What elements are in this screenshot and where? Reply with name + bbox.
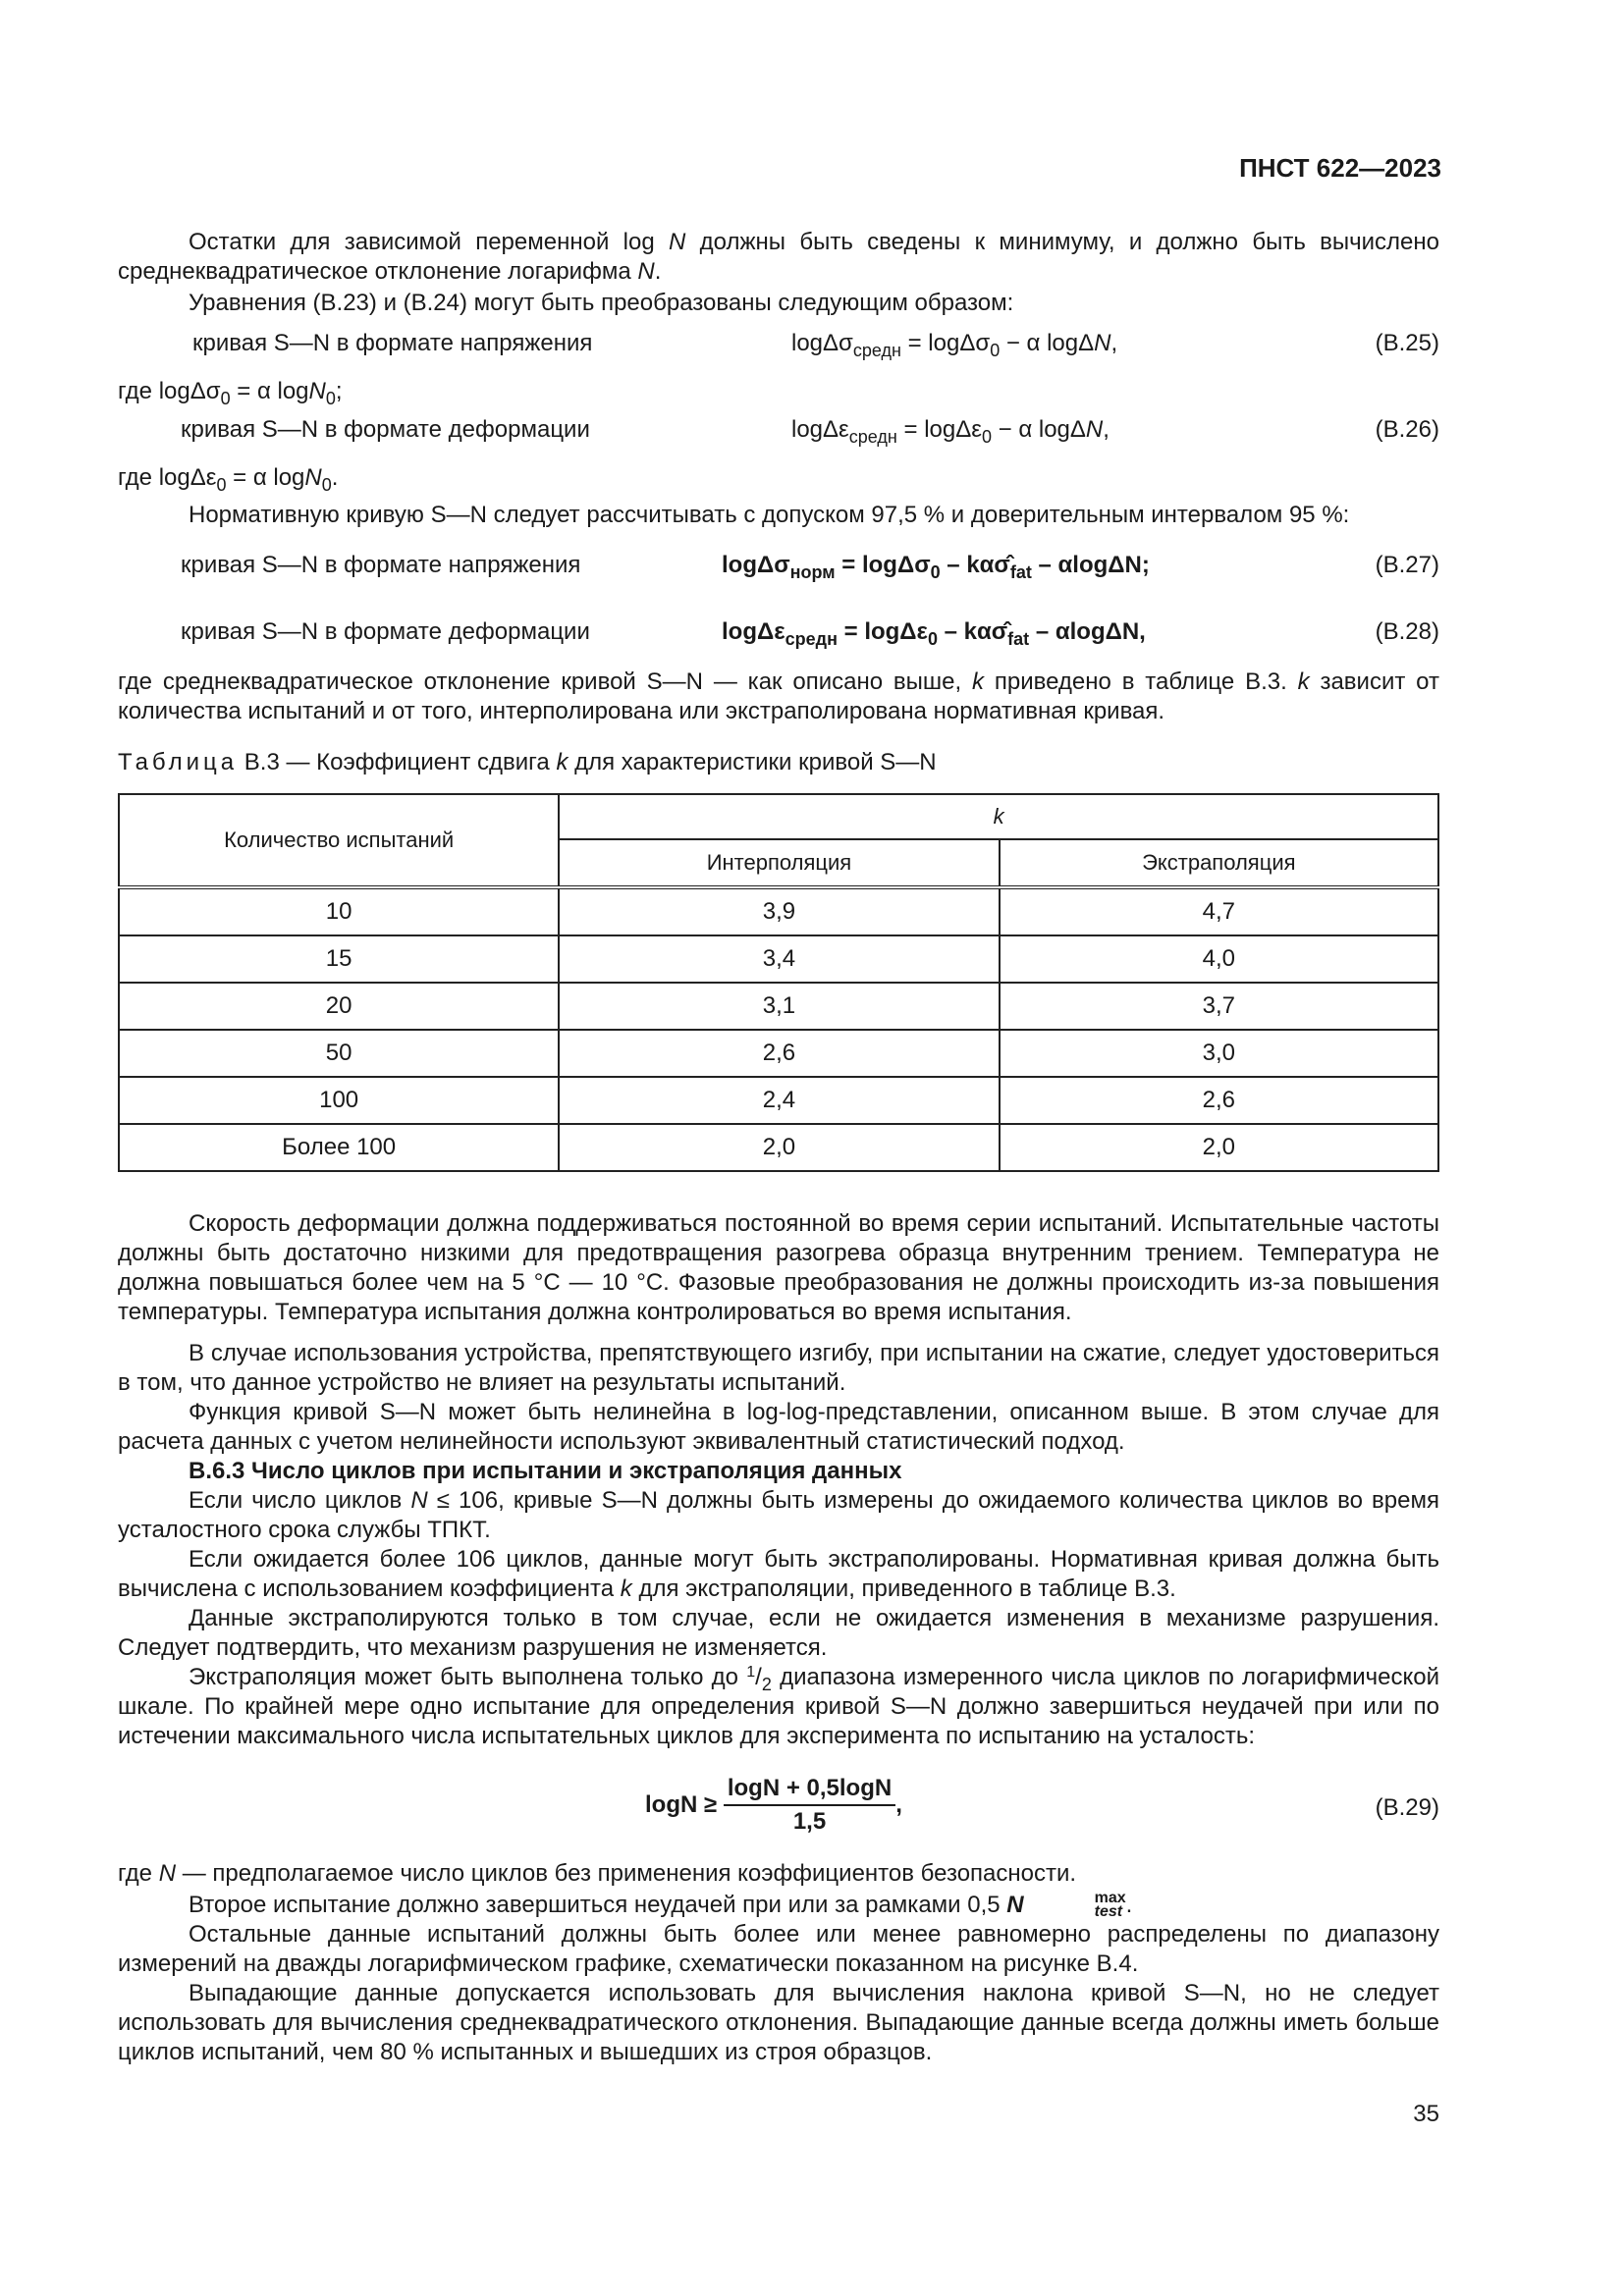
paragraph-anti-buckling: В случае использования устройства, препятствующего изгибу, при испытании на сжатие, следует удостовериться в том, что данное устройство не влияет на результаты испытаний. [118,1340,1439,1396]
equation-b29 [118,1775,1439,1843]
paragraph-extrapolation-condition: Данные экстраполируются только в том случае, если не ожидается изменения в механизме разрушения. Следует подтвердить, что механизм разрушения не изменяется. [118,1605,1439,1661]
equation-number: (B.25) [1375,330,1439,356]
table-row [119,983,1438,1030]
cell-extrapolation: 2,0 [1000,1124,1438,1171]
equation-number: (B.26) [1375,416,1439,443]
where-clause-b26: где logΔε$_0$ = α logN$_0$. [118,464,339,495]
equation-formula: logΔε$_{средн}$ = logΔε$_0$ − α logΔN, [791,416,1110,447]
table-row [119,1030,1438,1077]
table-row [119,935,1438,983]
equation-label: кривая S—N в формате напряжения [181,552,581,578]
equation-number: (B.28) [1375,618,1439,645]
equation-b27 [118,552,1439,585]
equation-number: (B.29) [1375,1794,1439,1821]
cell-interpolation: 2,4 [559,1077,999,1124]
table-caption: Таблица B.3 — Коэффициент сдвига k для характеристики кривой S—N [118,749,937,775]
equation-formula: logN ≥ $\frac{\log N + 0,5\log N}{1,5}$ , [645,1775,902,1835]
column-header-interpolation: Интерполяция [559,839,999,887]
cell-extrapolation: 3,7 [1000,983,1438,1030]
equation-label: кривая S—N в формате деформации [181,416,590,443]
k-coefficient-table [118,793,1439,1172]
page-number: 35 [1413,2101,1439,2127]
table-row [119,887,1438,935]
text: Остатки для зависимой переменной log [189,229,669,255]
equation-b28 [118,618,1439,652]
fraction: $\frac{\log N + 0,5\log N}{1,5}$ [724,1775,895,1836]
cell-tests: 100 [119,1077,559,1124]
cell-extrapolation: 4,0 [1000,935,1438,983]
text: N [637,258,655,285]
equation-formula: $\log\Delta\varepsilon_{средн} = \log\Delta\varepsilon_0 - k\alpha\sigmâ_{fat} - \alpha\log\Delta N$, [722,618,1146,649]
column-header-k: k [559,794,1438,839]
paragraph-second-test: Второе испытание должно завершиться неудачей при или за рамками 0,5 N max test . [189,1890,1133,1920]
section-heading-b63: B.6.3 Число циклов при испытании и экстраполяция данных [189,1458,902,1484]
equation-formula: $\log\Delta\sigma_{норм} = \log\Delta\sigma_0 - k\alpha\sigmâ_{fat} - \alpha\log\Delta N$; [722,552,1150,582]
text: N [669,229,686,255]
where-clause-b25: где logΔσ$_0$ = α logN$_0$; [118,378,343,408]
cell-tests: Более 100 [119,1124,559,1171]
where-clause-b29: где N — предполагаемое число циклов без применения коэффициентов безопасности. [118,1860,1077,1887]
cell-tests: 15 [119,935,559,983]
table-row [119,1124,1438,1171]
paragraph-residuals [118,228,1439,287]
paragraph-cycles-le: Если число циклов N ≤ 106, кривые S—N должны быть измерены до ожидаемого количества циклов во время усталостного срока службы ТПКТ. [118,1487,1439,1543]
cell-tests: 10 [119,887,559,935]
equation-formula: logΔσ$_{средн}$ = logΔσ$_0$ − α logΔN, [791,330,1118,360]
column-header-extrapolation: Экстраполяция [1000,839,1438,887]
text: . [654,258,662,285]
paragraph-cycles-gt: Если ожидается более 106 циклов, данные могут быть экстраполированы. Нормативная кривая должна быть вычислена с использованием коэффициента k для экстраполяции, приведенного в таблице B.3. [118,1546,1439,1602]
cell-tests: 50 [119,1030,559,1077]
cell-interpolation: 3,4 [559,935,999,983]
equation-b25 [118,330,1439,363]
paragraph-distribution: Остальные данные испытаний должны быть более или менее равномерно распределены по диапазону измерений на дважды логарифмическом графике, схематически показанном на рисунке B.4. [118,1921,1439,1977]
cell-tests: 20 [119,983,559,1030]
cell-interpolation: 2,0 [559,1124,999,1171]
equation-number: (B.27) [1375,552,1439,578]
cell-extrapolation: 4,7 [1000,887,1438,935]
paragraph-equations-intro: Уравнения (B.23) и (B.24) могут быть преобразованы следующим образом: [189,290,1014,316]
cell-extrapolation: 3,0 [1000,1030,1438,1077]
equation-label: кривая S—N в формате напряжения [192,330,593,356]
equation-label: кривая S—N в формате деформации [181,618,590,645]
paragraph-outliers: Выпадающие данные допускается использовать для вычисления наклона кривой S—N, но не следует использовать для вычисления среднеквадратического отклонения. Выпадающие данные всегда должны иметь больше циклов испытаний, чем 80 % испытанных и вышедших из строя образцов. [118,1980,1439,2065]
cell-interpolation: 3,1 [559,983,999,1030]
text: должны быть сведены к минимуму, и должно быть вычислено среднеквадратическое отклонение логарифма [118,229,1439,285]
cell-extrapolation: 2,6 [1000,1077,1438,1124]
paragraph-extrapolation-range: Экстраполяция может быть выполнена только до $^1/_2$ диапазона измеренного числа циклов по логарифмической шкале. По крайней мере одно испытание для определения кривой S—N должно завершиться неудачей при или по истечении максимального числа испытательных циклов для эксперимента по испытанию на усталость: [118,1664,1440,1749]
column-header-tests: Количество испытаний [119,794,559,887]
paragraph-k-explanation: где среднеквадратическое отклонение кривой S—N — как описано выше, k приведено в таблице B.3. k зависит от количества испытаний и от того, интерполирована или экстраполирована нормативная кривая. [118,668,1439,724]
paragraph-nonlinear: Функция кривой S—N может быть нелинейна в log-log-представлении, описанном выше. В этом случае для расчета данных с учетом нелинейности используют эквивалентный статистический подход. [118,1399,1439,1455]
cell-interpolation: 3,9 [559,887,999,935]
cell-interpolation: 2,6 [559,1030,999,1077]
document-id-header: ПНСТ 622—2023 [1239,153,1441,183]
table-row [119,1077,1438,1124]
equation-b26 [118,416,1439,450]
paragraph-strain-rate: Скорость деформации должна поддерживаться постоянной во время серии испытаний. Испытательные частоты должны быть достаточно низкими для предотвращения разогрева образца внутренним трением. Температура не должна повышаться более чем на 5 °C — 10 °C. Фазовые преобразования не должны происходить из-за повышения температуры. Температура испытания должна контролироваться во время испытания. [118,1210,1439,1325]
paragraph-normative-curve: Нормативную кривую S—N следует рассчитывать с допуском 97,5 % и доверительным интервалом 95 %: [189,502,1350,528]
